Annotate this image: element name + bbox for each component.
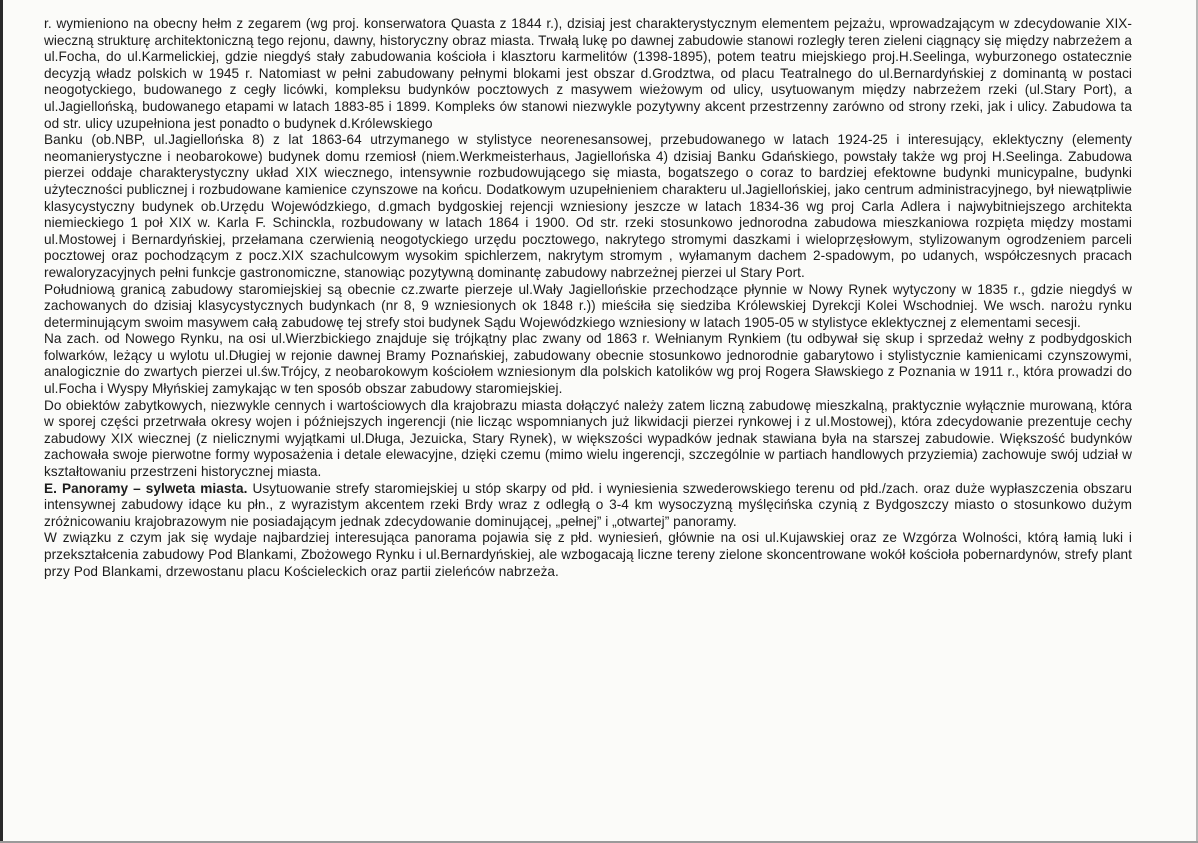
paragraph-7: W związku z czym jak się wydaje najbardziej interesująca panorama pojawia się z płd. wyniesień, głównie na osi ul.Kujawskiej oraz ze Wzgórza Wolności, którą łamią luki i przekształcenia zabudowy Pod Blankami, Zbożowego Rynku i ul.Bernardyńskiej, ale wzbogacają liczne tereny zielone skoncentrowane wokół kościoła pobernardynów, strefy plant przy Pod Blankami, drzewostanu placu Kościeleckich oraz partii zieleńców nabrzeża.	[44, 530, 1132, 579]
paragraph-3: Południową granicą zabudowy staromiejskiej są obecnie cz.zwarte pierzeje ul.Wały Jagiellońskie przechodzące płynnie w Nowy Rynek wytyczony w 1835 r., gdzie niegdyś w zachowanych do dzisiaj klasycystycznych budynkach (nr 8, 9 wzniesionych ok 1848 r.)) mieściła się siedziba Królewskiej Dyrekcji Kolei Wschodniej. We wsch. narożu rynku determinującym swoim masywem całą zabudowę tej strefy stoi budynek Sądu Wojewódzkiego wzniesiony w latach 1905-05 w stylistyce eklektycznej z elementami secesji.	[44, 281, 1132, 330]
paragraph-4: Na zach. od Nowego Rynku, na osi ul.Wierzbickiego znajduje się trójkątny plac zwany od 1863 r. Wełnianym Rynkiem (tu odbywał się skup i sprzedaż wełny z podbydgoskich folwarków, leżący u wylotu ul.Długiej w rejonie dawnej Bramy Poznańskiej, zabudowany obecnie stosunkowo jednorodnie gabarytowo i stylistycznie kamienicami czynszowymi, analogicznie do zwartych pierzei ul.św.Trójcy, z neobarokowym kościołem wzniesionym dla polskich katolików wg proj Rogera Sławskiego z Poznania w 1911 r., która prowadzi do ul.Focha i Wyspy Młyńskiej zamykając w ten sposób obszar zabudowy staromiejskiej.	[44, 331, 1132, 397]
paragraph-5: Do obiektów zabytkowych, niezwykle cennych i wartościowych dla krajobrazu miasta dołączyć należy zatem liczną zabudowę mieszkalną, praktycznie wyłącznie murowaną, która w sporej części przetrwała okresy wojen i późniejszych ingerencji (nie licząc wspomnianych już likwidacji pierzei rynkowej i z ul.Mostowej), która zdecydowanie prezentuje cechy zabudowy XIX wiecznej (z nielicznymi wyjątkami ul.Długa, Jezuicka, Stary Rynek), w większości wypadków jednak stawiana była na starszej zabudowie. Większość budynków zachowała swoje pierwotne formy wyposażenia i detale elewacyjne, dzięki czemu (mimo wielu ingerencji, szczególnie w partiach handlowych przyziemia) zachowuje swój udział w kształtowaniu przestrzeni historycznej miasta.	[44, 397, 1132, 480]
paragraph-1: r. wymieniono na obecny hełm z zegarem (wg proj. konserwatora Quasta z 1844 r.), dzisiaj jest charakterystycznym elementem pejzażu, wprowadzającym w zdecydowanie XIX-wieczną strukturę architektoniczną tego rejonu, dawny, historyczny obraz miasta. Trwałą lukę po dawnej zabudowie stanowi rozległy teren zieleni ciągnący się między nabrzeżem a ul.Focha, do ul.Karmelickiej, gdzie niegdyś stały zabudowania kościoła i klasztoru karmelitów (1398-1895), potem teatru miejskiego proj.H.Seelinga, wyburzonego ostatecznie decyzją władz polskich w 1945 r. Natomiast w pełni zabudowany pełnymi blokami jest obszar d.Grodztwa, od placu Teatralnego do ul.Bernardyńskiej z dominantą w postaci neogotyckiego, budowanego z cegły licówki, kompleksu budynków pocztowych z masywem wieżowym od ulicy, usytuowanym między nabrzeżem rzeki (ul.Stary Port), a ul.Jagiellońską, budowanego etapami w latach 1883-85 i 1899. Kompleks ów stanowi niezwykle pozytywny akcent przestrzenny zarówno od strony rzeki, jak i ulicy. Zabudowa ta od str. ulicy uzupełniona jest ponadto o budynek d.Królewskiego	[44, 16, 1132, 131]
paragraph-2: Banku (ob.NBP, ul.Jagiellońska 8) z lat 1863-64 utrzymanego w stylistyce neorenesansowej, przebudowanego w latach 1924-25 i interesujący, eklektyczny (elementy neomanierystyczne i neobarokowe) budynek domu rzemiosł (niem.Werkmeisterhaus, Jagiellońska 4) dzisiaj Banku Gdańskiego, powstały także wg proj H.Seelinga. Zabudowa pierzei oddaje charakterystyczny układ XIX wiecznego, intensywnie rozbudowującego się miasta, bogatszego o coraz to bardziej efektowne budynki municypalne, budynki użyteczności publicznej i rozbudowane kamienice czynszowe na końcu. Dodatkowym uzupełnieniem charakteru ul.Jagiellońskiej, jako centrum administracyjnego, był niewątpliwie klasycystyczny budynek ob.Urzędu Wojewódzkiego, d.gmach bydgoskiej rejencji wzniesiony jeszcze w latach 1834-36 wg proj Carla Adlera i najwybitniejszego architekta niemieckiego 1 poł XIX w. Karla F. Schinckla, rozbudowany w latach 1864 i 1900. Od str. rzeki stosunkowo jednorodna zabudowa mieszkaniowa rozpięta między mostami ul.Mostowej i Bernardyńskiej, przełamana czerwienią neogotyckiego urzędu pocztowego, nakrytego stromymi daszkami i wieloprzęsłowym, stylizowanym ogrodzeniem parceli pocztowej oraz pochodzącym z pocz.XIX szachulcowym wysokim spichlerzem, nakrytym stromym , wyłamanym dachem 2-spadowym, po udanych, współczesnych pracach rewaloryzacyjnych pełni funkcje gastronomiczne, stanowiąc pozytywną dominantę zabudowy nabrzeżnej pierzei ul Stary Port.	[44, 132, 1132, 280]
paragraph-6	[44, 481, 1132, 531]
section-heading-panoramy: E. Panoramy – sylweta miasta.	[44, 480, 248, 496]
paragraph-6-body: Usytuowanie strefy staromiejskiej u stóp skarpy od płd. i wyniesienia szwederowskiego terenu od płd./zach. oraz duże wypłaszczenia obszaru intensywnej zabudowy idące ku płn., z wyrazistym akcentem rzeki Brdy wraz z odległą o 3-4 km wysoczyzną myślęcińska czynią z Bydgoszczy miasto o stosunkowo dużym zróżnicowaniu krajobrazowym nie posiadającym jednak zdecydowanie dominującej, „pełnej” i „otwartej” panoramy.	[44, 480, 1132, 529]
scan-left-edge	[0, 0, 3, 843]
